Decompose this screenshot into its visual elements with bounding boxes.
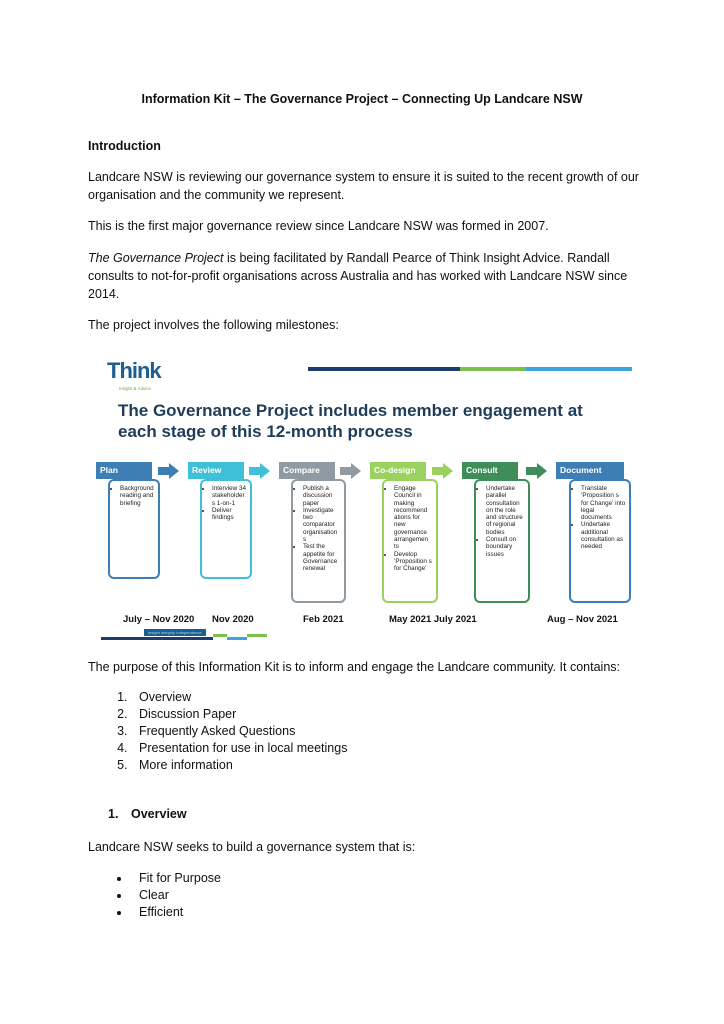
stage-box-document (569, 479, 631, 603)
stage-bullet: • Interview 34 stakeholder s 1-on-1 (212, 485, 247, 507)
stage-header-plan: Plan (96, 462, 152, 479)
stage-header-consult: Consult (462, 462, 518, 479)
contents-list (88, 689, 347, 774)
arrow-right-icon (158, 463, 180, 479)
milestones-figure (96, 350, 644, 650)
stage-header-compare: Compare (279, 462, 335, 479)
list-item: 5. More information (131, 757, 347, 774)
intro-paragraph-3-rest: is being facilitated by Randall Pearce of Think Insight Advice. Randall consults to not-for-profit organisations across Australia and has worked with Landcare NSW since 2014. (88, 251, 628, 301)
intro-paragraph-4: The project involves the following milestones: (88, 318, 339, 332)
stage-box-review (200, 479, 252, 579)
overview-paragraph: Landcare NSW seeks to build a governance system that is: (88, 840, 416, 854)
stage-bullet: • Investigate two comparator organisation s (303, 507, 341, 543)
stage-box-co-design (382, 479, 438, 603)
tagline-text: Insight Integrity Independence (148, 630, 202, 635)
stage-bullet: • Publish a discussion paper (303, 485, 341, 507)
arrow-right-icon (249, 463, 271, 479)
stage-header-document: Document (556, 462, 624, 479)
list-item: 4. Presentation for use in local meetings (131, 740, 347, 757)
top-bar-sky (526, 367, 632, 371)
stage-bullet: • Translate ‘Proposition s for Change’ into legal documents (581, 485, 626, 521)
stage-header-co-design: Co-design (370, 462, 426, 479)
list-item: 1. Overview (131, 689, 347, 706)
stage-bullet: • Engage Council in making recommend ations for new governance arrangemen ts (394, 485, 433, 551)
date-review: Nov 2020 (212, 614, 254, 625)
date-co-design-consult: May 2021 July 2021 (389, 614, 477, 625)
date-document: Aug – Nov 2021 (547, 614, 618, 625)
think-logo-tag: Insight & Advice (119, 386, 152, 391)
document-title: Information Kit – The Governance Project – Connecting Up Landcare NSW (141, 92, 583, 106)
arrow-right-icon (432, 463, 454, 479)
date-compare: Feb 2021 (303, 614, 344, 625)
intro-paragraph-2: This is the first major governance review since Landcare NSW was formed in 2007. (88, 219, 549, 233)
think-logo-text: Think (107, 358, 161, 383)
top-bar-green (460, 367, 526, 371)
stage-bullet: • Undertake parallel consultation on the role and structure of regional bodies (486, 485, 525, 536)
stage-box-consult (474, 479, 530, 603)
list-item: 2. Discussion Paper (131, 706, 347, 723)
intro-paragraph-1: Landcare NSW is reviewing our governance system to ensure it is suited to the recent growth of our organisation and the community we represent. (88, 170, 639, 202)
figure-title: The Governance Project includes member engagement at each stage of this 12-month process (118, 401, 583, 441)
stage-bullet: • Background reading and briefing (120, 485, 155, 507)
purpose-paragraph: The purpose of this Information Kit is to inform and engage the Landcare community. It contains: (88, 660, 621, 674)
arrow-right-icon (340, 463, 362, 479)
qualities-list (88, 870, 221, 921)
stage-bullet: • Develop ‘Proposition s for Change’ (394, 551, 433, 573)
arrow-right-icon (526, 463, 548, 479)
stage-box-compare (291, 479, 346, 603)
introduction-heading: Introduction (88, 139, 161, 153)
intro-paragraph-3 (88, 249, 648, 303)
list-item: 3. Frequently Asked Questions (131, 723, 347, 740)
list-item: • Efficient (131, 904, 221, 921)
date-plan: July – Nov 2020 (123, 614, 195, 625)
stage-bullet: • Consult on boundary issues (486, 536, 525, 558)
think-logo (107, 358, 161, 391)
bottom-bar-sky (227, 637, 247, 640)
overview-number: 1. (108, 807, 119, 821)
bottom-bar-green-2 (247, 634, 267, 637)
list-item: • Clear (131, 887, 221, 904)
overview-heading: Overview (131, 807, 187, 821)
list-item: • Fit for Purpose (131, 870, 221, 887)
top-bar-navy (308, 367, 460, 371)
project-name-italic: The Governance Project (88, 251, 224, 265)
stage-bullet: • Test the appetite for Governance renewal (303, 543, 341, 572)
bottom-bar-green (213, 634, 227, 637)
stage-box-plan (108, 479, 160, 579)
stage-bullet: • Deliver findings (212, 507, 247, 522)
bottom-bar-navy (101, 637, 213, 640)
stage-header-review: Review (188, 462, 244, 479)
stage-bullet: • Undertake additional consultation as needed (581, 521, 626, 550)
